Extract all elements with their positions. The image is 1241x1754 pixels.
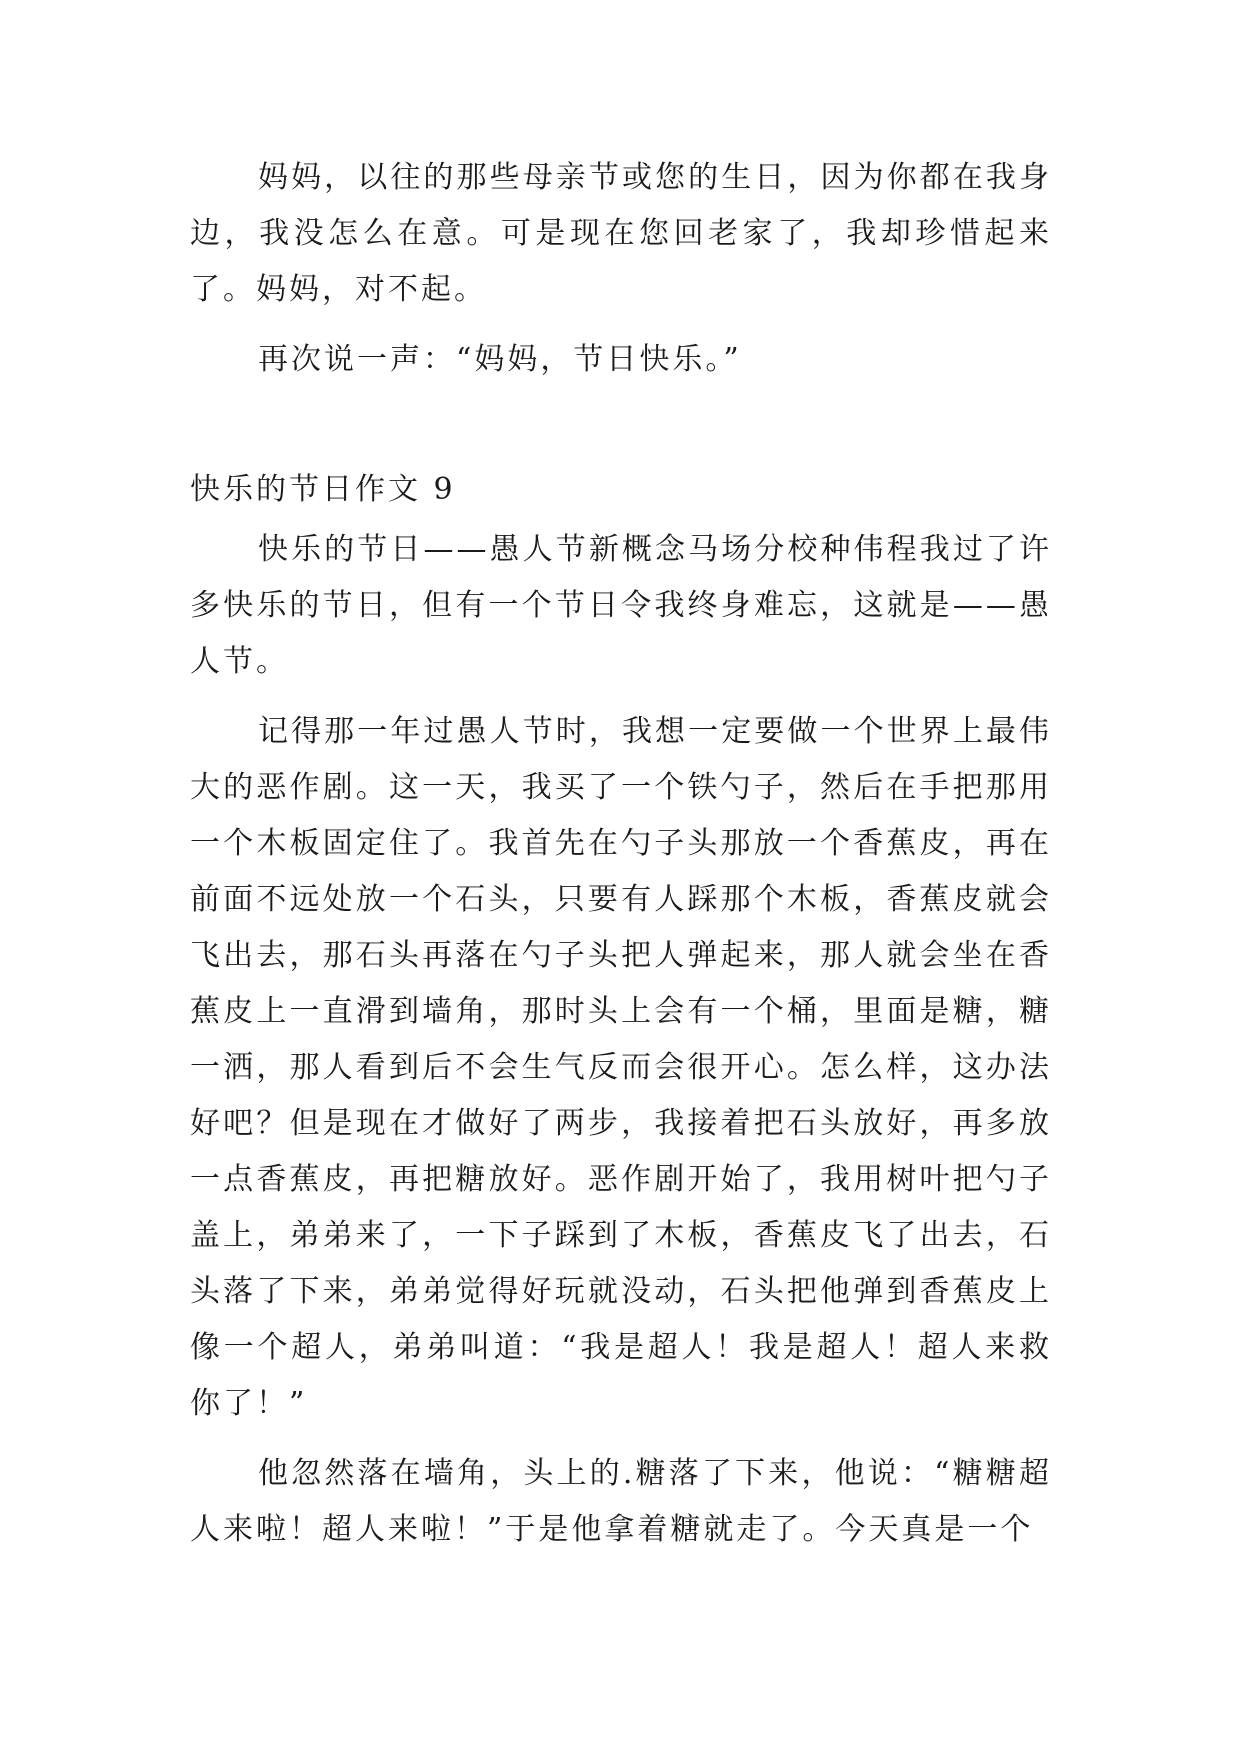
paragraph-prank-story: 记得那一年过愚人节时，我想一定要做一个世界上最伟大的恶作剧。这一天，我买了一个铁勺子，然后在手把那用一个木板固定住了。我首先在勺子头那放一个香蕉皮，再在前面不远处放一个石头，只要有人踩那个木板，香蕉皮就会飞出去，那石头再落在勺子头把人弹起来，那人就会坐在香蕉皮上一直滑到墙角，那时头上会有一个桶，里面是糖，糖一洒，那人看到后不会生气反而会很开心。怎么样，这办法好吧？但是现在才做好了两步，我接着把石头放好，再多放一点香蕉皮，再把糖放好。恶作剧开始了，我用树叶把勺子盖上，弟弟来了，一下子踩到了木板，香蕉皮飞了出去，石头落了下来，弟弟觉得好玩就没动，石头把他弹到香蕉皮上像一个超人，弟弟叫道：“我是超人！我是超人！超人来救你了！” xyxy=(190,714,1052,1421)
paragraph-mother-apology: 妈妈，以往的那些母亲节或您的生日，因为你都在我身边，我没怎么在意。可是现在您回老家了，我却珍惜起来了。妈妈，对不起。 xyxy=(190,160,1052,307)
section-heading: 快乐的节日作文 9 xyxy=(190,472,456,507)
section-gap xyxy=(190,402,1052,462)
paragraph-holiday-wish: 再次说一声：“妈妈，节日快乐。” xyxy=(258,342,742,377)
document-page xyxy=(190,150,1052,1572)
paragraph-april-fools-intro: 快乐的节日——愚人节新概念马场分校种伟程我过了许多快乐的节日，但有一个节日令我终身难忘，这就是——愚人节。 xyxy=(190,532,1052,679)
paragraph-prank-ending: 他忽然落在墙角，头上的.糖落了下来，他说：“糖糖超人来啦！超人来啦！”于是他拿着糖就走了。今天真是一个 xyxy=(190,1456,1052,1547)
